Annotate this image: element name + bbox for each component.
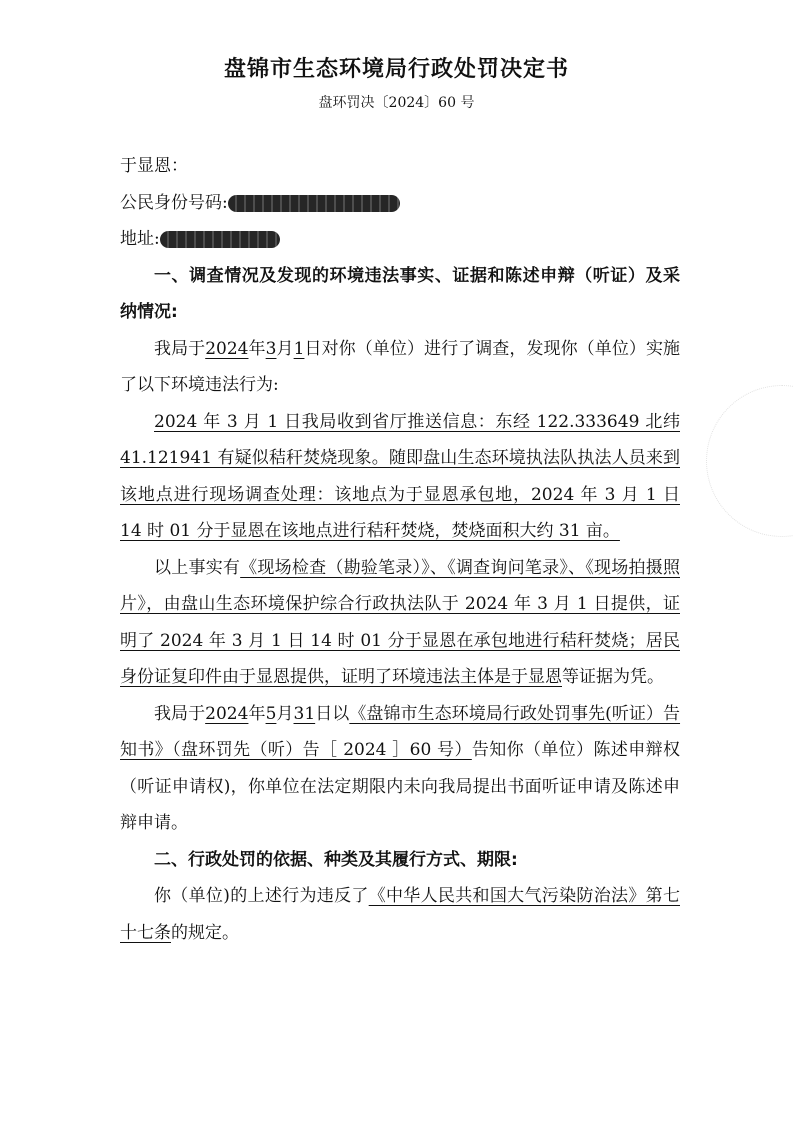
notice-t2: 年 — [248, 703, 266, 724]
investigation-year: 2024 — [205, 338, 249, 359]
party-id — [120, 185, 680, 222]
evidence-paragraph — [120, 550, 680, 696]
notice-t4: 日以 — [315, 703, 350, 724]
investigation-day: 1 — [293, 338, 305, 359]
investigation-t1: 我局于 — [154, 338, 206, 359]
address-label: 地址: — [120, 229, 160, 249]
notice-document: 《盘锦市生态环境局行政处罚事先(听证）告知书》（盘环罚先（听）告［ 2024 ］60 号） — [120, 703, 681, 760]
investigation-month: 3 — [265, 338, 277, 359]
evidence-t1: 以上事实有 — [154, 557, 241, 578]
notice-day: 31 — [293, 703, 316, 724]
violation-t2: 的规定。 — [171, 922, 239, 943]
document-number: 盘环罚决〔2024〕60 号 — [318, 95, 475, 111]
investigation-paragraph — [120, 331, 680, 404]
party-name — [120, 148, 680, 185]
notice-month: 5 — [265, 703, 277, 724]
document-body — [120, 148, 680, 951]
redacted-address — [160, 231, 280, 248]
document-title: 盘锦市生态环境局行政处罚决定书 — [223, 57, 569, 82]
investigation-t2: 年 — [248, 338, 266, 359]
violation-law: 《中华人民共和国大气污染防治法》第七十七条 — [120, 886, 680, 943]
facts-text: 2024 年 3 月 1 日我局收到省厅推送信息：东经 122.333649 北纬 41.121941 有疑似秸秆焚烧现象。随即盘山生态环境执法队执法人员来到该地点进行现场调查处理：该地点为于显恩承包地，2024 年 3 月 1 日 14 时 01 分于显恩在该地点进行秸秆焚烧，焚烧面积大约 31 亩。 — [120, 411, 680, 541]
party-address — [120, 221, 680, 258]
notice-t5: 告知你（单位）陈述申辩权（听证申请权)，你单位在法定期限内未向我局提出书面听证申请及陈述申辩申请。 — [120, 740, 681, 833]
faint-seal-stamp — [706, 385, 793, 537]
facts-paragraph — [120, 404, 680, 550]
redacted-id-number — [228, 195, 400, 212]
evidence-list: 《现场检查（勘验笔录）》、《调查询问笔录》、《现场拍摄照片》，由盘山生态环境保护综合行政执法队于 2024 年 3 月 1 日提供，证明了 2024 年 3 月 1 日 14 时 01 分于显恩在承包地进行秸秆焚烧；居民身份证复印件由于显恩提供，证明了环境违法主体是于显恩 — [120, 557, 680, 687]
section1-heading-b: 及采纳情况: — [120, 265, 681, 322]
evidence-t2: 等证据为凭。 — [562, 667, 664, 687]
notice-t1: 我局于 — [154, 703, 206, 724]
investigation-t4: 日对你（单位）进行了调查，发现你（单位）实施了以下环境违法行为: — [120, 338, 681, 395]
violation-paragraph — [120, 878, 680, 951]
section1-heading-a: 一、调查情况及发现的环境违法事实、证据和陈述申辩（听证） — [154, 265, 646, 286]
section2-heading: 二、行政处罚的依据、种类及其履行方式、期限: — [154, 849, 518, 870]
notice-t3: 月 — [276, 703, 294, 724]
party-name-text: 于显恩： — [120, 156, 188, 176]
notice-year: 2024 — [205, 703, 249, 724]
id-label: 公民身份号码: — [120, 192, 228, 213]
violation-t1: 你（单位)的上述行为违反了 — [154, 886, 369, 906]
section1-heading — [120, 258, 680, 331]
notice-paragraph — [120, 696, 680, 842]
investigation-t3: 月 — [276, 338, 294, 359]
